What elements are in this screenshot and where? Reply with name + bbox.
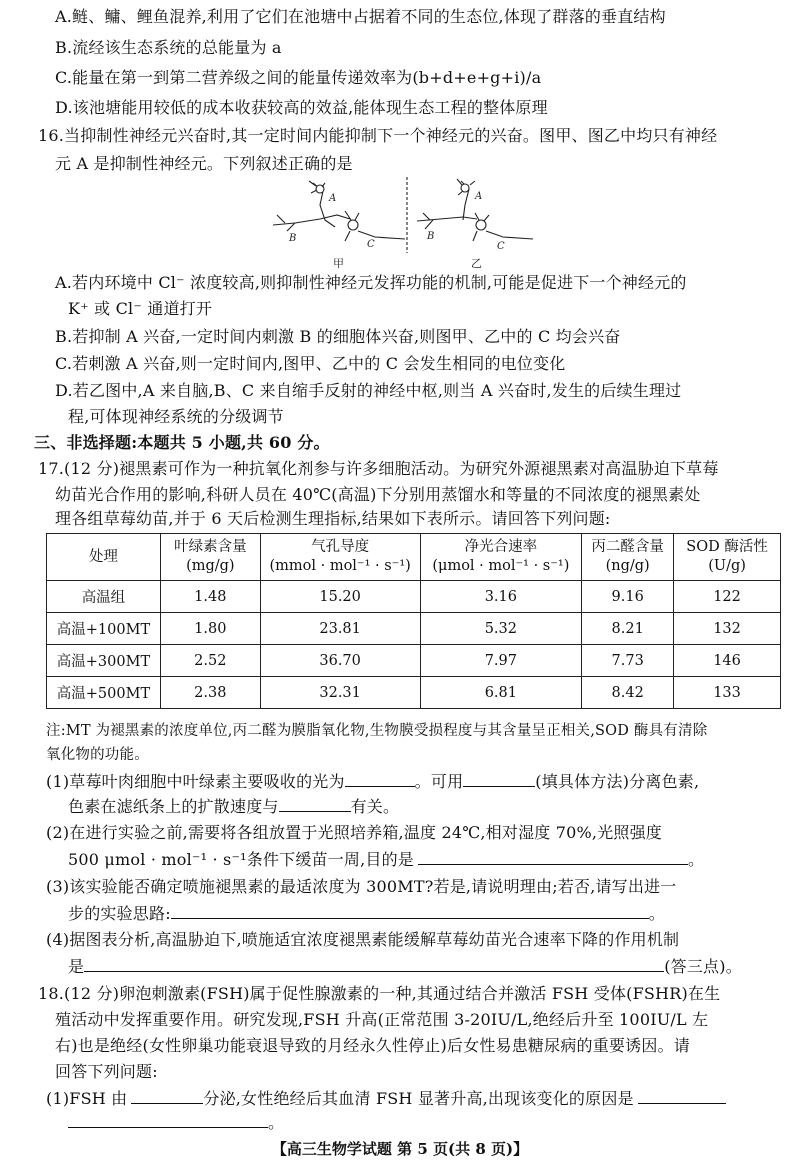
table-cell: 1.48 xyxy=(160,581,260,613)
q17-part4-text: 是 xyxy=(68,957,85,976)
results-table xyxy=(46,533,781,709)
q17-part2-text: 500 μmol · mol⁻¹ · s⁻¹条件下缓苗一周,目的是 xyxy=(68,850,414,869)
q17-part3-line2 xyxy=(68,902,780,925)
q17-part4-text: (答三点)。 xyxy=(664,957,742,976)
answer-blank[interactable] xyxy=(84,955,664,972)
q18-part1-line1 xyxy=(46,1087,780,1110)
table-cell: 146 xyxy=(674,645,781,677)
q18-stem-line2: 殖活动中发挥重要作用。研究发现,FSH 升高(正常范围 3-20IU/L,绝经后升至 100IU/L 左 xyxy=(55,1010,709,1029)
header-title: SOD 酶活性 xyxy=(686,539,768,555)
page-footer: 【高三生物学试题 第 5 页(共 8 页)】 xyxy=(271,1140,529,1158)
table-note-line1: 注:MT 为褪黑素的浓度单位,丙二醛为膜脂氧化物,生物膜受损程度与其含量呈正相关,SOD 酶具有清除 xyxy=(46,723,708,739)
q17-part4-line1: (4)据图表分析,高温胁迫下,喷施适宜浓度褪黑素能缓解草莓幼苗光合速率下降的作用机制 xyxy=(46,930,680,949)
q17-part1-text: 色素在滤纸条上的扩散速度与 xyxy=(68,797,279,816)
table-cell: 122 xyxy=(674,581,781,613)
q18-part1-text: (1)FSH 由 xyxy=(46,1089,128,1108)
answer-blank[interactable] xyxy=(131,1087,203,1104)
table-cell: 高温+300MT xyxy=(47,645,161,677)
q17-part3-text: 。 xyxy=(648,904,665,923)
q17-part1-text: (填具体方法)分离色素, xyxy=(535,772,700,791)
q15-option-d: D.该池塘能用较低的成本收获较高的效益,能体现生态工程的整体原理 xyxy=(55,98,548,117)
table-cell: 高温+500MT xyxy=(47,677,161,709)
q17-part1-line2 xyxy=(68,795,780,818)
header-title: 气孔导度 xyxy=(311,539,370,555)
q17-part1-line1 xyxy=(46,770,780,793)
table-header-cell xyxy=(160,534,260,581)
q16-stem-line1: 16.当抑制性神经元兴奋时,其一定时间内能抑制下一个神经元的兴奋。图甲、图乙中均只有神经 xyxy=(38,126,718,145)
q17-stem-line3: 理各组草莓幼苗,并于 6 天后检测生理指标,结果如下表所示。请回答下列问题: xyxy=(55,509,611,528)
table-row xyxy=(47,581,781,613)
q17-part1-text: 有关。 xyxy=(350,797,400,816)
table-cell: 133 xyxy=(674,677,781,709)
table-cell: 高温+100MT xyxy=(47,613,161,645)
figure-right-label-c: C xyxy=(497,241,505,252)
q18-stem-line3: 右)也是绝经(女性卵巢功能衰退导致的月经永久性停止)后女性易患糖尿病的重要诱因。请 xyxy=(55,1036,690,1055)
header-title: 净光合速率 xyxy=(464,539,538,555)
q17-part2-text: 。 xyxy=(688,850,705,869)
q16-option-b: B.若抑制 A 兴奋,一定时间内刺激 B 的细胞体兴奋,则图甲、乙中的 C 均会兴奋 xyxy=(55,327,621,346)
table-cell: 132 xyxy=(674,613,781,645)
q18-part1-text: 分泌,女性绝经后其血清 FSH 显著升高,出现该变化的原因是 xyxy=(203,1089,634,1108)
q15-option-a: A.鲢、鳙、鲤鱼混养,利用了它们在池塘中占据着不同的生态位,体现了群落的垂直结构 xyxy=(55,7,666,26)
q16-option-a-line2: K⁺ 或 Cl⁻ 通道打开 xyxy=(68,299,213,318)
q17-stem-line2: 幼苗光合作用的影响,科研人员在 40℃(高温)下分别用蒸馏水和等量的不同浓度的褪黑素处 xyxy=(55,485,701,504)
header-unit: (mmol · mol⁻¹ · s⁻¹) xyxy=(269,558,411,574)
table-cell: 高温组 xyxy=(47,581,161,613)
header-unit: (mg/g) xyxy=(186,558,235,574)
neuron-figure xyxy=(265,175,565,275)
q15-option-b: B.流经该生态系统的总能量为 a xyxy=(55,38,282,57)
q17-part1-text: 。可用 xyxy=(414,772,464,791)
table-cell: 5.32 xyxy=(420,613,582,645)
table-header-cell xyxy=(420,534,582,581)
q17-stem-line1: 17.(12 分)褪黑素可作为一种抗氧化剂参与许多细胞活动。为研究外源褪黑素对高温胁迫下草莓 xyxy=(38,459,719,478)
q15-option-c: C.能量在第一到第二营养级之间的能量传递效率为(b+d+e+g+i)/a xyxy=(55,68,542,87)
answer-blank[interactable] xyxy=(463,770,535,787)
table-row xyxy=(47,677,781,709)
figure-caption-left: 甲 xyxy=(333,257,344,270)
section-heading: 三、非选择题:本题共 5 小题,共 60 分。 xyxy=(34,433,330,452)
q16-option-c: C.若刺激 A 兴奋,则一定时间内,图甲、乙中的 C 会发生相同的电位变化 xyxy=(55,354,566,373)
figure-right-label-b: B xyxy=(427,231,435,242)
table-row xyxy=(47,613,781,645)
answer-blank[interactable] xyxy=(171,902,649,919)
table-row xyxy=(47,645,781,677)
q17-part4-line2 xyxy=(68,955,780,978)
header-unit: (U/g) xyxy=(708,558,746,574)
q17-part3-line1: (3)该实验能否确定喷施褪黑素的最适浓度为 300MT?若是,请说明理由;若否,请写出进一 xyxy=(46,877,677,896)
table-cell: 36.70 xyxy=(260,645,420,677)
answer-blank[interactable] xyxy=(279,795,351,812)
table-cell: 1.80 xyxy=(160,613,260,645)
table-header-cell xyxy=(260,534,420,581)
q17-part2-line2 xyxy=(68,848,780,871)
q16-option-d-line2: 程,可体现神经系统的分级调节 xyxy=(68,407,284,426)
table-cell: 7.73 xyxy=(582,645,674,677)
table-cell: 8.21 xyxy=(582,613,674,645)
table-cell: 6.81 xyxy=(420,677,582,709)
answer-blank[interactable] xyxy=(638,1087,726,1104)
table-cell: 2.52 xyxy=(160,645,260,677)
header-unit: (ng/g) xyxy=(605,558,650,574)
header-title: 处理 xyxy=(88,548,118,565)
table-cell: 32.31 xyxy=(260,677,420,709)
q17-part2-line1: (2)在进行实验之前,需要将各组放置于光照培养箱,温度 24℃,相对湿度 70%,光照强度 xyxy=(46,823,663,842)
table-cell: 15.20 xyxy=(260,581,420,613)
q16-option-d-line1: D.若乙图中,A 来自脑,B、C 来自缩手反射的神经中枢,则当 A 兴奋时,发生的后续生理过 xyxy=(55,381,682,400)
q16-option-a-line1: A.若内环境中 Cl⁻ 浓度较高,则抑制性神经元发挥功能的机制,可能是促进下一个神经元的 xyxy=(55,273,687,292)
answer-blank[interactable] xyxy=(345,770,415,787)
table-header-row xyxy=(47,534,781,581)
figure-left-label-a: A xyxy=(329,193,337,204)
q18-stem-line4: 回答下列问题: xyxy=(55,1062,158,1081)
table-cell: 9.16 xyxy=(582,581,674,613)
answer-blank[interactable] xyxy=(418,848,688,865)
q17-part1-text: (1)草莓叶肉细胞中叶绿素主要吸收的光为 xyxy=(46,772,345,791)
figure-left-label-b: B xyxy=(289,233,297,244)
header-title: 叶绿素含量 xyxy=(174,539,247,555)
header-unit: (μmol · mol⁻¹ · s⁻¹) xyxy=(432,558,570,574)
q16-stem-line2: 元 A 是抑制性神经元。下列叙述正确的是 xyxy=(55,154,353,173)
header-title: 丙二醛含量 xyxy=(591,539,664,555)
figure-left-label-c: C xyxy=(367,239,375,250)
figure-caption-right: 乙 xyxy=(471,257,482,270)
table-header-cell xyxy=(47,534,161,581)
table-header-cell xyxy=(582,534,674,581)
q17-part3-text: 步的实验思路: xyxy=(68,904,171,923)
table-cell: 8.42 xyxy=(582,677,674,709)
table-cell: 23.81 xyxy=(260,613,420,645)
table-cell: 3.16 xyxy=(420,581,582,613)
q18-part1-text: 。 xyxy=(268,1113,285,1132)
table-note-line2: 氧化物的功能。 xyxy=(46,747,149,763)
figure-right-label-a: A xyxy=(475,191,483,202)
table-cell: 7.97 xyxy=(420,645,582,677)
q18-part1-line2 xyxy=(68,1111,780,1134)
answer-blank[interactable] xyxy=(68,1111,268,1128)
q18-stem-line1: 18.(12 分)卵泡刺激素(FSH)属于促性腺激素的一种,其通过结合并激活 FSH 受体(FSHR)在生 xyxy=(38,984,721,1003)
table-cell: 2.38 xyxy=(160,677,260,709)
table-header-cell xyxy=(674,534,781,581)
